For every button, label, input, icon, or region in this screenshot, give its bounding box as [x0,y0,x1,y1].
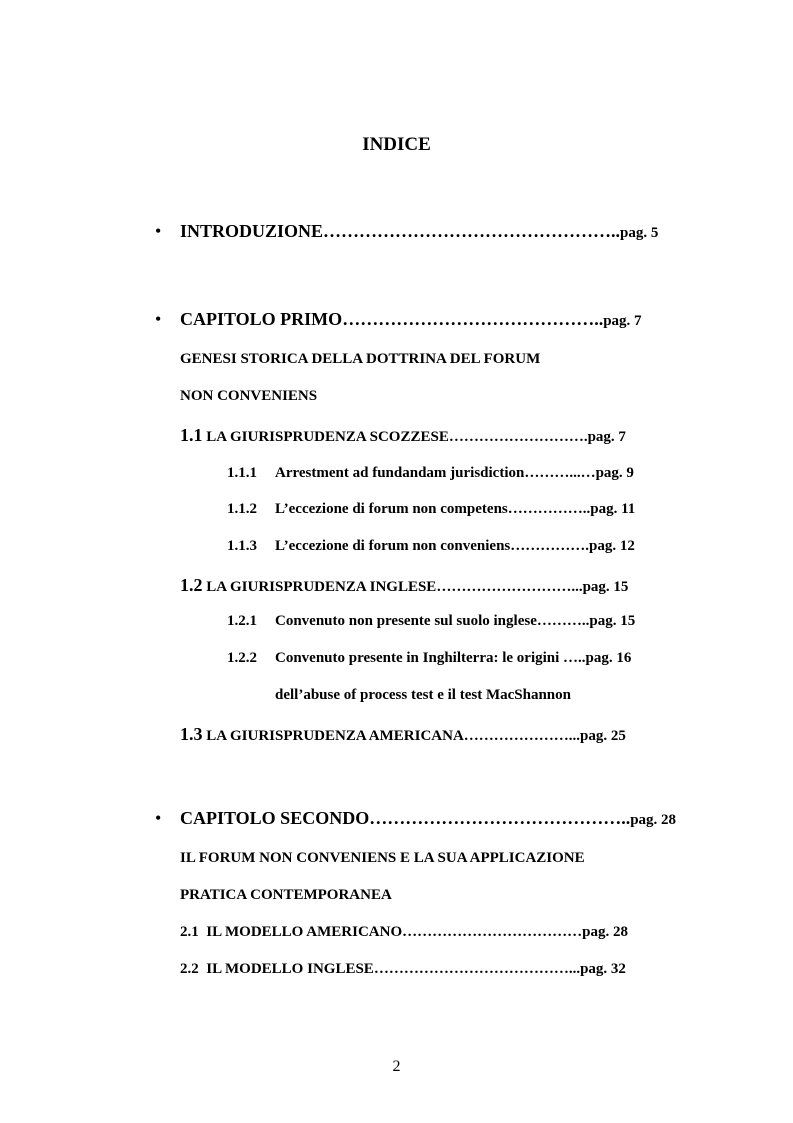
toc-label: INTRODUZIONE [180,221,324,241]
section-number: 1.1.2 [227,501,257,517]
toc-page: pag. 9 [595,465,634,481]
section-number: 2.1 [180,924,199,940]
bullet-icon: • [155,808,162,828]
toc-entry-capitolo-secondo [180,809,676,828]
toc-label: LA GIURISPRUDENZA SCOZZESE [206,429,449,445]
toc-label: CAPITOLO SECONDO [180,808,370,828]
toc-label: Convenuto non presente sul suolo inglese [275,613,537,629]
toc-label: IL MODELLO INGLESE [206,961,374,977]
section-number: 2.2 [180,961,199,977]
toc-entry-1-1-3 [227,539,635,554]
toc-leaders: ……………………………… [402,924,583,940]
toc-label: CAPITOLO PRIMO [180,309,343,329]
toc-entry-2-1 [180,925,628,940]
section-number: 1.1 [180,425,203,445]
toc-page: pag. 32 [580,961,626,977]
toc-page: pag. 28 [630,812,677,828]
toc-leaders: …………………………………….. [369,808,631,828]
toc-leaders: ……………. [510,538,590,554]
toc-entry-introduzione [180,222,658,241]
section-number: 1.1.3 [227,538,257,554]
section-number: 1.1.1 [227,465,257,481]
toc-page: pag. 15 [589,613,636,629]
toc-page: pag. 7 [603,313,642,329]
toc-label: LA GIURISPRUDENZA INGLESE [206,579,437,595]
bullet-icon: • [155,309,162,329]
toc-leaders: ………………………. [448,429,588,445]
toc-label: LA GIURISPRUDENZA AMERICANA [206,728,464,744]
toc-entry-1-1-1 [227,466,634,481]
toc-entry-1-1 [180,426,626,445]
toc-page: pag. 15 [582,579,629,595]
section-number: 1.2 [180,575,203,595]
toc-leaders: …………………………………... [373,961,581,977]
toc-page: pag. 16 [585,650,632,666]
toc-label: Convenuto presente in Inghilterra: le origini [275,650,560,666]
toc-label: L’eccezione di forum non conveniens [275,538,511,554]
toc-leaders: ……….. [536,613,590,629]
section-number: 1.2.2 [227,650,257,666]
chapter-subtitle: IL FORUM NON CONVENIENS E LA SUA APPLICAZIONE [180,850,585,866]
toc-page: pag. 25 [580,728,626,744]
page-number: 2 [392,1058,401,1075]
toc-leaders: …………………………………….. [342,309,604,329]
toc-label: IL MODELLO AMERICANO [206,924,403,940]
toc-page: pag. 11 [590,501,636,517]
toc-entry-1-2-1 [227,614,635,629]
chapter-subtitle: NON CONVENIENS [180,388,318,404]
toc-entry-continuation: dell’abuse of process test e il test MacShannon [275,687,571,703]
toc-page: pag. 28 [582,924,628,940]
toc-label: L’eccezione di forum non competens [275,501,508,517]
toc-leaders: ….. [559,650,586,666]
toc-entry-1-2-2 [227,651,631,666]
toc-page: pag. 12 [589,538,635,554]
toc-entry-1-2 [180,576,628,595]
chapter-subtitle: GENESI STORICA DELLA DOTTRINA DEL FORUM [180,351,541,367]
section-number: 1.3 [180,724,203,744]
toc-leaders: …………….. [507,501,591,517]
toc-leaders: ………………………... [436,579,583,595]
toc-entry-capitolo-primo [180,310,642,329]
toc-entry-1-3 [180,725,626,744]
toc-leaders: …………………... [463,728,581,744]
toc-label: Arrestment ad fundandam jurisdiction [275,465,525,481]
chapter-subtitle: PRATICA CONTEMPORANEA [180,887,392,903]
toc-entry-2-2 [180,962,626,977]
bullet-icon: • [155,221,162,241]
toc-page: pag. 5 [620,225,659,241]
section-number: 1.2.1 [227,613,257,629]
toc-entry-1-1-2 [227,502,635,517]
toc-leaders: ………………………………………….. [323,221,621,241]
toc-leaders: ………...… [524,465,596,481]
page-title: INDICE [362,134,431,155]
toc-page: pag. 7 [587,429,626,445]
